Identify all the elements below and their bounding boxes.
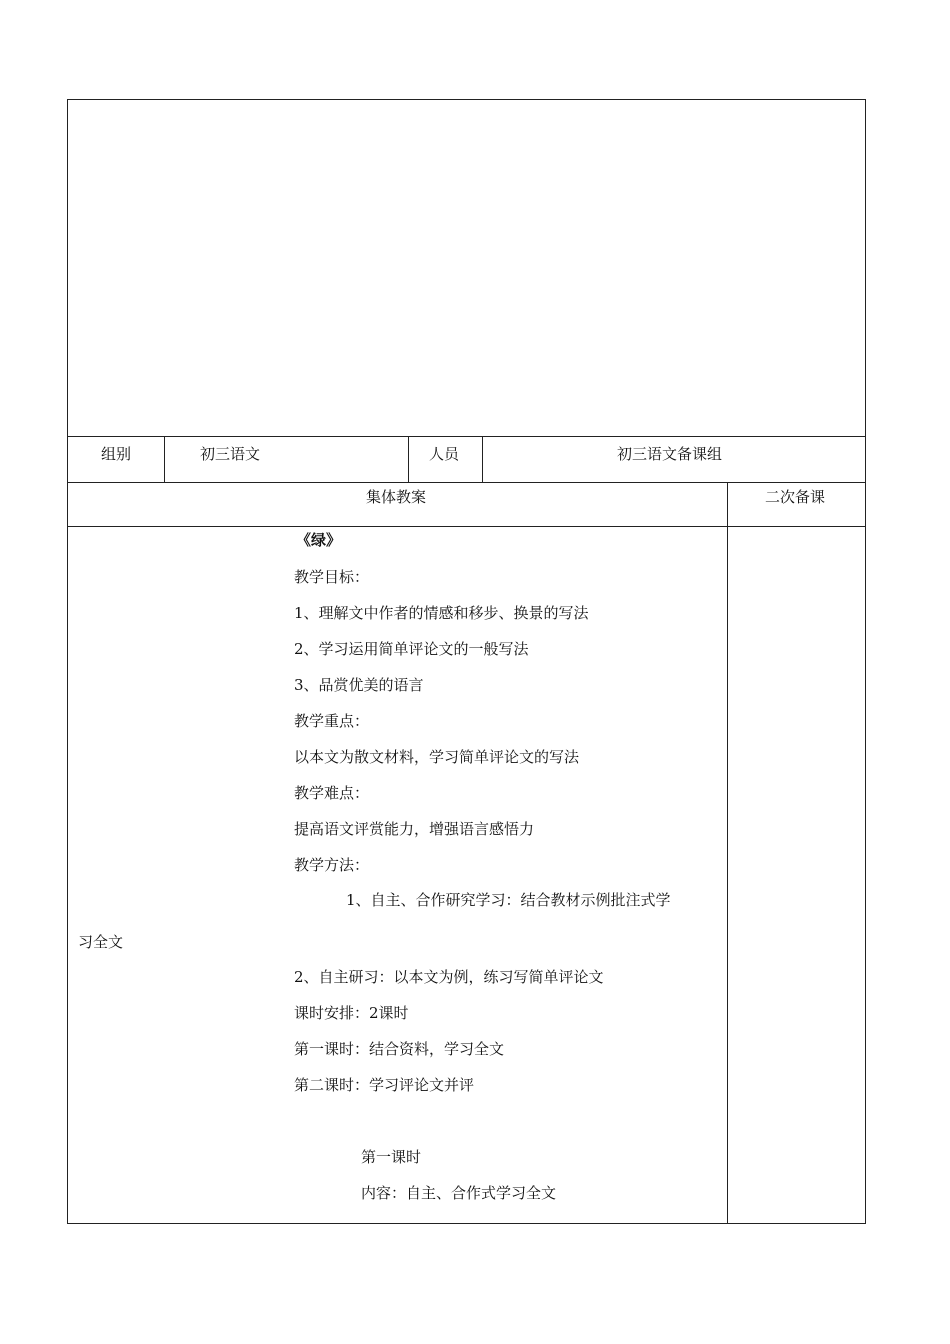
second-prep-column-divider <box>727 482 728 1224</box>
second-prep-label: 二次备课 <box>765 488 826 506</box>
objectives-heading: 教学目标： <box>294 568 370 586</box>
objective-item: 3、品赏优美的语言 <box>294 676 424 694</box>
header-divider-1 <box>164 436 165 482</box>
content-text: 内容：自主、合作式学习全文 <box>361 1184 557 1202</box>
lesson-title: 《绿》 <box>296 531 342 549</box>
group-value: 初三语文 <box>200 445 261 463</box>
period-2-text: 第二课时：学习评论文并评 <box>294 1076 475 1094</box>
header-divider-3 <box>482 436 483 482</box>
header-row-bottom-border <box>67 482 866 483</box>
method-1-line-2: 习全文 <box>78 933 124 951</box>
first-period-heading: 第一课时 <box>361 1148 422 1166</box>
group-label: 组别 <box>101 445 132 463</box>
difficulty-text: 提高语文评赏能力，增强语言感悟力 <box>294 820 535 838</box>
key-point-heading: 教学重点： <box>294 712 370 730</box>
objective-item: 1、理解文中作者的情感和移步、换景的写法 <box>294 604 589 622</box>
method-2-text: 2、自主研习：以本文为例，练习写简单评论文 <box>294 968 604 986</box>
header-divider-2 <box>408 436 409 482</box>
method-1-line-1: 1、自主、合作研究学习：结合教材示例批注式学 <box>346 891 671 909</box>
methods-heading: 教学方法： <box>294 856 370 874</box>
section-row-bottom-border <box>67 526 866 527</box>
difficulty-heading: 教学难点： <box>294 784 370 802</box>
header-row-top-border <box>67 436 866 437</box>
objective-item: 2、学习运用简单评论文的一般写法 <box>294 640 529 658</box>
schedule-text: 课时安排：2课时 <box>294 1004 409 1022</box>
staff-label: 人员 <box>429 445 460 463</box>
staff-value: 初三语文备课组 <box>617 445 723 463</box>
key-point-text: 以本文为散文材料，学习简单评论文的写法 <box>294 748 580 766</box>
collective-plan-label: 集体教案 <box>366 488 427 506</box>
period-1-text: 第一课时：结合资料，学习全文 <box>294 1040 505 1058</box>
